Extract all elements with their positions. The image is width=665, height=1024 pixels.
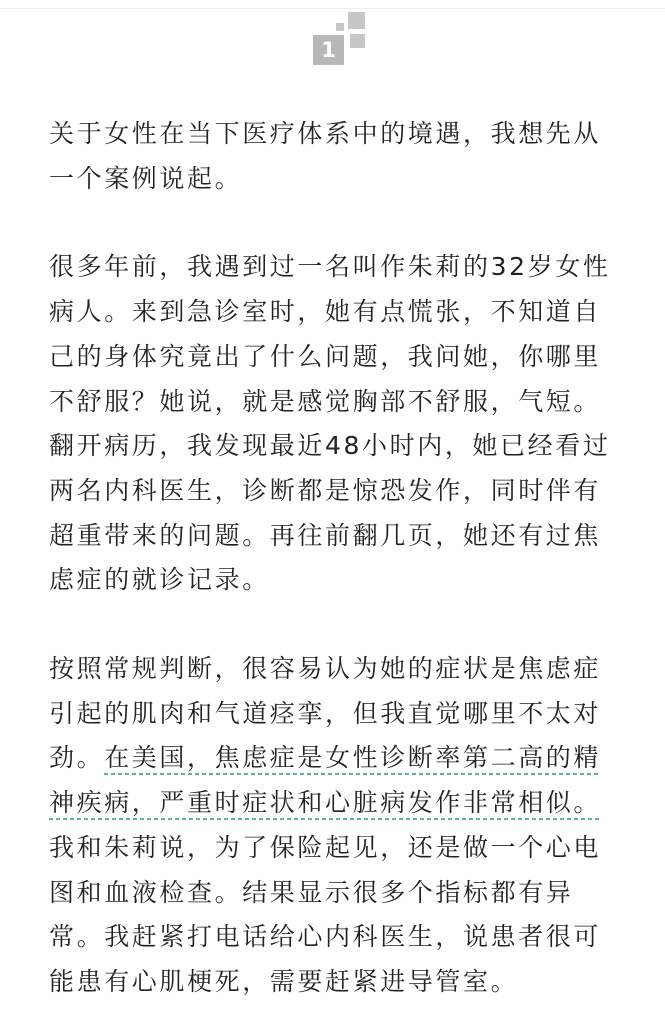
article-paragraph bbox=[49, 245, 619, 603]
badge-square-decoration bbox=[348, 12, 365, 29]
badge-square-decoration bbox=[336, 23, 344, 31]
section-number: 1 bbox=[313, 35, 344, 65]
badge-square-decoration bbox=[350, 34, 365, 48]
article-body bbox=[49, 112, 619, 1005]
paragraph-text: 我和朱莉说，为了保险起见，还是做一个心电图和血液检查。结果显示很多个指标都有异常。我赶紧打电话给心内科医生，说患者很可能患有心肌梗死，需要赶紧进导管室。 bbox=[49, 832, 602, 996]
paragraph-text: 关于女性在当下医疗体系中的境遇，我想先从一个案例说起。 bbox=[49, 119, 602, 193]
section-number-badge bbox=[311, 12, 369, 68]
article-paragraph bbox=[49, 112, 619, 201]
highlighted-sentence: 在美国，焦虑症是女性诊断率第二高的精神疾病，严重时症状和心脏病发作非常相似。 bbox=[49, 743, 601, 820]
article-paragraph bbox=[49, 647, 619, 1005]
top-divider bbox=[0, 0, 665, 9]
paragraph-text: 按照常规判断，很容易认为她的症状是焦虑症引起的肌肉和气道痉挛，但我直觉哪里不太对劲。 bbox=[49, 654, 602, 773]
paragraph-text: 很多年前，我遇到过一名叫作朱莉的32岁女性病人。来到急诊室时，她有点慌张，不知道自己的身体究竟出了什么问题，我问她，你哪里不舒服？她说，就是感觉胸部不舒服，气短。翻开病历，我发现最近48小时内，她已经看过两名内科医生，诊断都是惊恐发作，同时伴有超重带来的问题。再往前翻几页，她还有过焦虑症的就诊记录。 bbox=[49, 252, 611, 595]
